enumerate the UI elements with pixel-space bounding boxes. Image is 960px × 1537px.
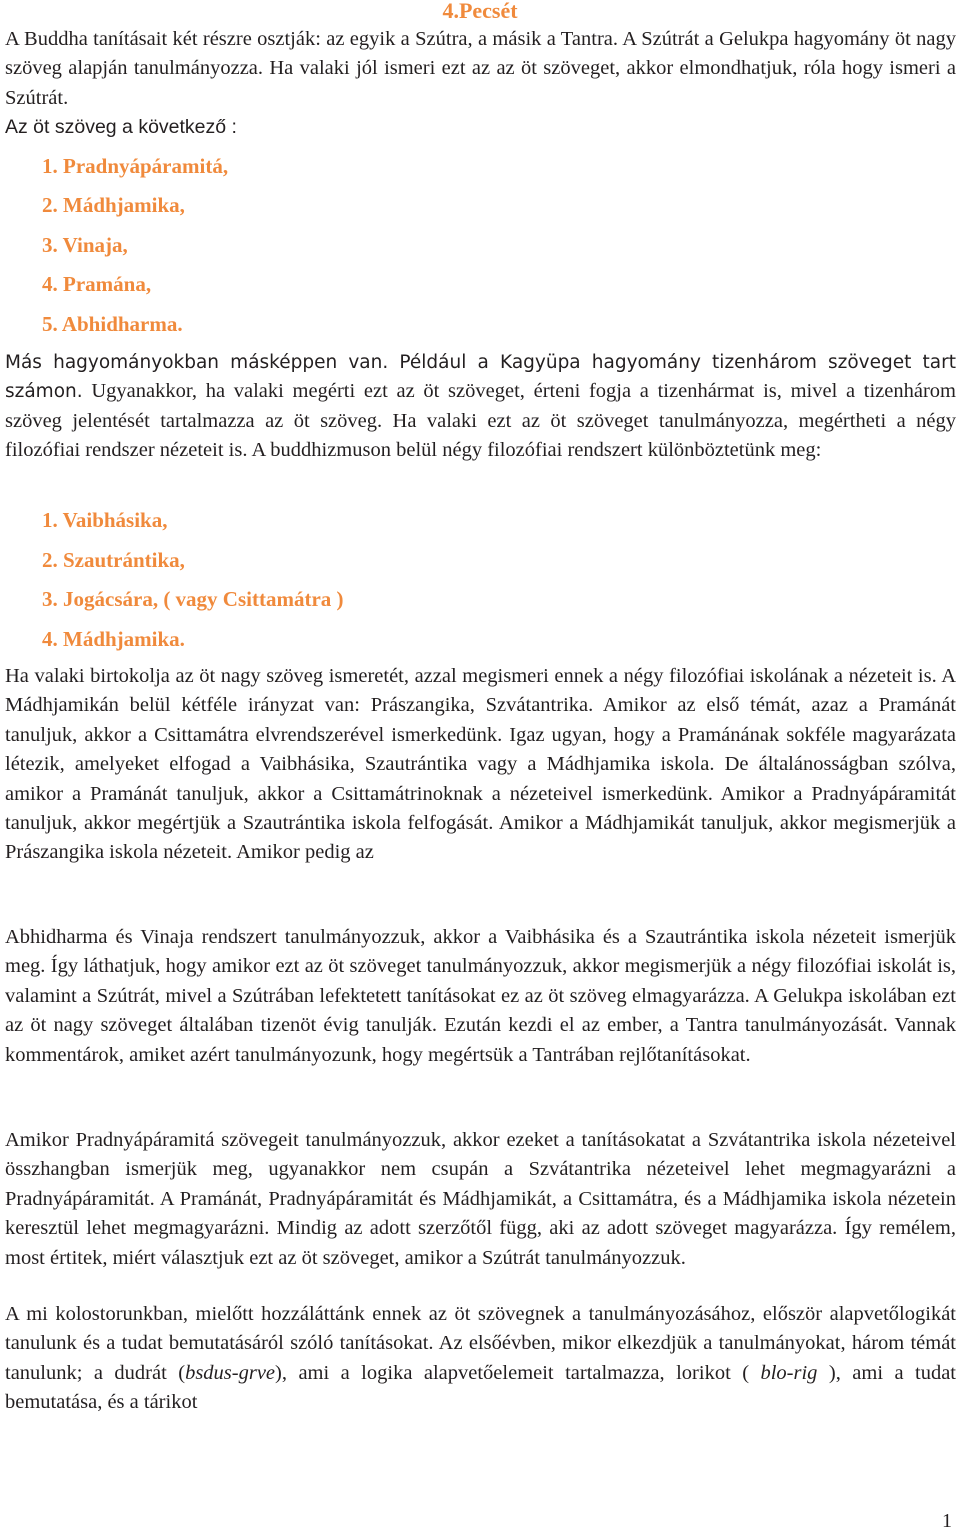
list-item: 2. Mádhjamika, (42, 193, 185, 218)
five-texts-list (42, 151, 228, 348)
page-title: 4.Pecsét (442, 0, 518, 23)
monastery-paragraph (5, 1300, 956, 1418)
abhidharma-paragraph: Abhidharma és Vinaja rendszert tanulmányozzuk, akkor a Vaibhásika és a Szautrántika iskola nézeteit ismerjük meg. Így láthatjuk, hogy amikor ezt az öt szöveget tanulmányozzuk, akkor megismerjük a négy filozófiai iskolát is, valamint a Szútrát, mivel a Szútrában lefektetett tanításokat ez az öt szöveg elmagyarázza. A Gelukpa iskolában ezt az öt nagy szöveget általában tizenöt évig tanulják. Ezután kezdi el az ember, a Tantra tanulmányozását. Vannak kommentárok, amiket azért tanulmányozunk, hogy megértsük a Tantrában rejlőtanításokat. (5, 926, 956, 1066)
traditions-paragraph (5, 348, 956, 466)
tibetan-term-lorig: blo-rig (760, 1361, 818, 1384)
traditions-intro: Más hagyományokban másképpen van. Például a Kagyüpa hagyomány tizenhárom szöveget tart számon. (5, 352, 956, 403)
list-item: 1. Vaibhásika, (42, 508, 168, 532)
list-item: 1. Pradnyápáramitá, (42, 154, 229, 178)
page-number: 1 (942, 1510, 952, 1532)
list-item: 5. Abhidharma. (42, 311, 183, 336)
tibetan-term-dudra: bsdus-grve (185, 1361, 276, 1384)
list-item: 4. Mádhjamika. (42, 626, 185, 651)
monastery-text-a: A mi kolostorunkban, mielőtt hozzáláttánk ennek az öt szövegnek a tanulmányozásához, először alapvetőlogikát tanulunk és a tudat bemutatásáról szóló tanításokat. Az elsőévben, mikor elkezdjük a tanulmányokat, három témát tanulunk; a dudrát ( (5, 1303, 956, 1384)
monastery-text-b: ), ami a logika alapvetőelemeit tartalmazza, lorikot ( (275, 1361, 761, 1384)
schools-paragraph: Ha valaki birtokolja az öt nagy szöveg ismeretét, azzal megismeri ennek a négy filozófiai iskolának a nézeteit is. A Mádhjamikán belül kétféle irányzat van: Prászangika, Szvátantrika. Amikor az első témát, azaz a Pramánát tanuljuk, akkor a Csittamátra elvrendszerével ismerkedünk. Igaz ugyan, hogy a Pramánának sokféle magyarázata létezik, amelyeket elfogad a Vaibhásika, Szautrántika vagy a Mádhjamika iskola. De általánosságban szólva, amikor a Pramánát tanuljuk, akkor a Csittamátrinoknak a nézeteivel ismerkedünk. Amikor a Pradnyápáramitát tanuljuk, akkor megértjük a Szautrántika iskola felfogását. Amikor a Mádhjamikát tanuljuk, akkor megismerjük a Prászangika iskola nézeteit. Amikor pedig az (5, 665, 956, 864)
list-item: 4. Pramána, (42, 272, 152, 297)
list-item: 3. Vinaja, (42, 232, 128, 257)
list-item: 2. Szautrántika, (42, 547, 185, 572)
monastery-text-c: ), ami a tudat bemutatása, és a tárikot (5, 1361, 957, 1414)
traditions-body: Ugyanakkor, ha valaki megérti ezt az öt szöveget, érteni fogja a tizenhármat is, mivel a tizenhárom szöveg jelentését tartalmazza az öt szöveg. Ha valaki ezt az öt szöveget tanulmányozza, megértheti a négy filozófiai rendszer nézeteit is. A buddhizmuson belül négy filozófiai rendszert különböztetünk meg: (5, 380, 956, 462)
intro-paragraph: A Buddha tanításait két részre osztják: az egyik a Szútra, a másik a Tantra. A Szútrát a Gelukpa hagyomány öt nagy szöveg alapján tanulmányozza. Ha valaki jól ismeri ezt az az öt szöveget, akkor elmondhatjuk, róla hogy ismeri a Szútrát. (5, 28, 956, 109)
philosophy-systems-list (42, 505, 344, 663)
list-item: 3. Jogácsára, ( vagy Csittamátra ) (42, 587, 344, 611)
five-texts-lead: Az öt szöveg a következő : (5, 116, 237, 138)
pradnyaparamita-paragraph: Amikor Pradnyápáramitá szövegeit tanulmányozzuk, akkor ezeket a tanításokatat a Szvátantrika iskola nézeteivel összhangban ismerjük meg, ugyanakkor nem csupán a Szvátantrika nézeteivel lehet megmagyarázni a Pradnyápáramitát. A Pramánát, Pradnyápáramitát és Mádhjamikát, a Csittamátra, és a Mádhjamika iskola nézetein keresztül lehet megmagyarázni. Mindig az adott szerzőtől függ, aki az adott szöveget magyarázza. Így remélem, most értitek, miért választjuk ezt az öt szöveget, amikor a Szútrát tanulmányozzuk. (5, 1129, 956, 1269)
